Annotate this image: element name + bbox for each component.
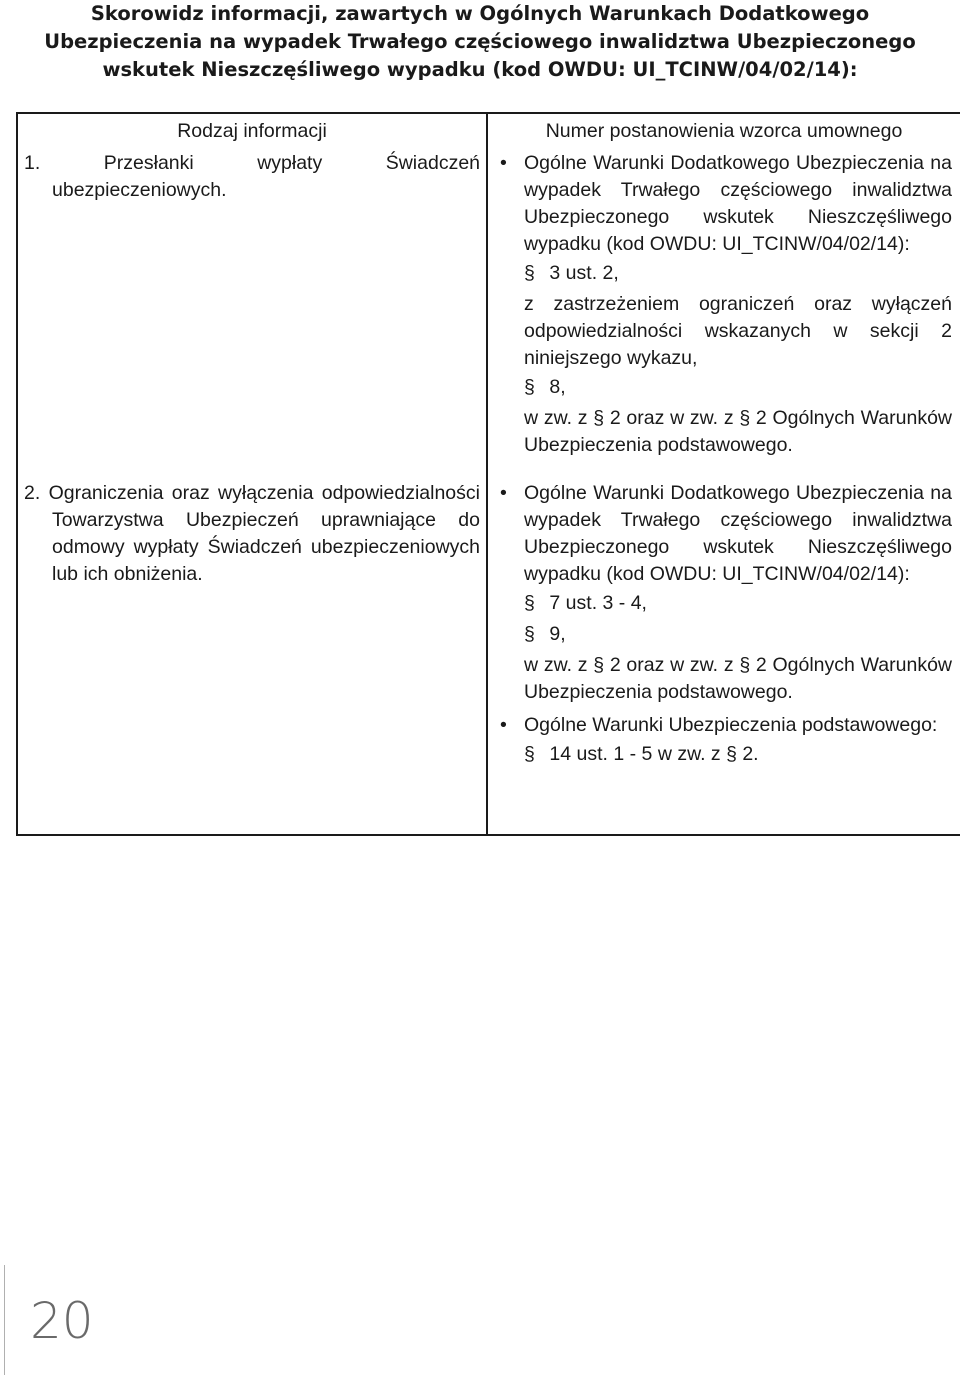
row-2-bullet-2-section-line-1 [524,741,952,768]
document-title [0,0,960,84]
header-provision-number: Numer postanowienia wzorca umownego [487,113,960,150]
row-1-provision-cell [487,150,960,480]
row-2-label [24,480,480,588]
table-row [17,150,960,480]
row-1-section-ref-3: 8, [549,376,566,398]
row-2-bullet-1-text: • Ogólne Warunki Dodatkowego Ubezpieczenia na wypadek Trwałego częściowego inwalidztwa Ubezpieczonego wskutek Nieszczęśliwego wypadku (kod OWDU: UI_TCINW/04/02/14): [524,482,952,585]
header-information-type: Rodzaj informacji [17,113,487,150]
row-1-bullet-list [496,150,952,459]
title-line-2: Ubezpieczenia na wypadek Trwałego częściowego inwalidztwa Ubezpieczonego [44,30,916,53]
row-2-section-ref-1: 7 ust. 3 - 4, [549,592,647,614]
title-line-3: wskutek Nieszczęśliwego wypadku (kod OWDU: UI_TCINW/04/02/14): [102,58,858,81]
row-1-bullet-1-text: • Ogólne Warunki Dodatkowego Ubezpieczenia na wypadek Trwałego częściowego inwalidztwa Ubezpieczonego wskutek Nieszczęśliwego wypadku (kod OWDU: UI_TCINW/04/02/14): [524,152,952,255]
row-2-section-ref-2: 9, [549,623,566,645]
page-number: 20 [30,1292,94,1350]
row-1-section-line-3 [524,374,952,401]
row-1-number: 1. [24,152,41,174]
row-2-section-line-3: w zw. z § 2 oraz w zw. z § 2 Ogólnych Warunków Ubezpieczenia podstawowego. [524,654,952,703]
row-2-section-line-1 [524,590,952,617]
list-item [496,150,952,459]
row-1-label-text: Przesłanki wypłaty Świadczeń ubezpieczeniowych. [52,152,481,201]
row-2-information-cell [17,480,487,835]
row-1-information-cell [17,150,487,480]
row-2-section-line-2 [524,621,952,648]
section-symbol: § [524,376,535,398]
section-symbol: § [524,623,535,645]
section-symbol: § [524,592,535,614]
row-1-section-line-2: z zastrzeżeniem ograniczeń oraz wyłączeń odpowiedzialności wskazanych w sekcji 2 niniejszego wykazu, [524,293,952,369]
row-2-bullet-2-text: • Ogólne Warunki Ubezpieczenia podstawowego: [524,714,938,736]
title-line-1: Skorowidz informacji, zawartych w Ogólnych Warunkach Dodatkowego [90,2,870,25]
row-2-bullet-2-section-ref-1: 14 ust. 1 - 5 w zw. z § 2. [549,743,759,765]
section-symbol: § [524,743,535,765]
row-1-section-ref-1: 3 ust. 2, [549,262,619,284]
row-2-provision-cell [487,480,960,835]
row-2-number: 2. [24,482,41,504]
row-1-section-line-1 [524,260,952,287]
information-index-table [16,112,960,836]
table-header-row [17,113,960,150]
row-2-bullet-list [496,480,952,768]
row-1-section-line-4: w zw. z § 2 oraz w zw. z § 2 Ogólnych Warunków Ubezpieczenia podstawowego. [524,407,952,456]
row-1-label [24,150,480,204]
page-margin-rule [4,1265,5,1375]
table-row [17,480,960,835]
list-item [496,480,952,706]
list-item [496,712,952,768]
section-symbol: § [524,262,535,284]
row-2-label-text: Ograniczenia oraz wyłączenia odpowiedzialności Towarzystwa Ubezpieczeń uprawniające do odmowy wypłaty Świadczeń ubezpieczeniowych lub ich obniżenia. [48,482,480,585]
